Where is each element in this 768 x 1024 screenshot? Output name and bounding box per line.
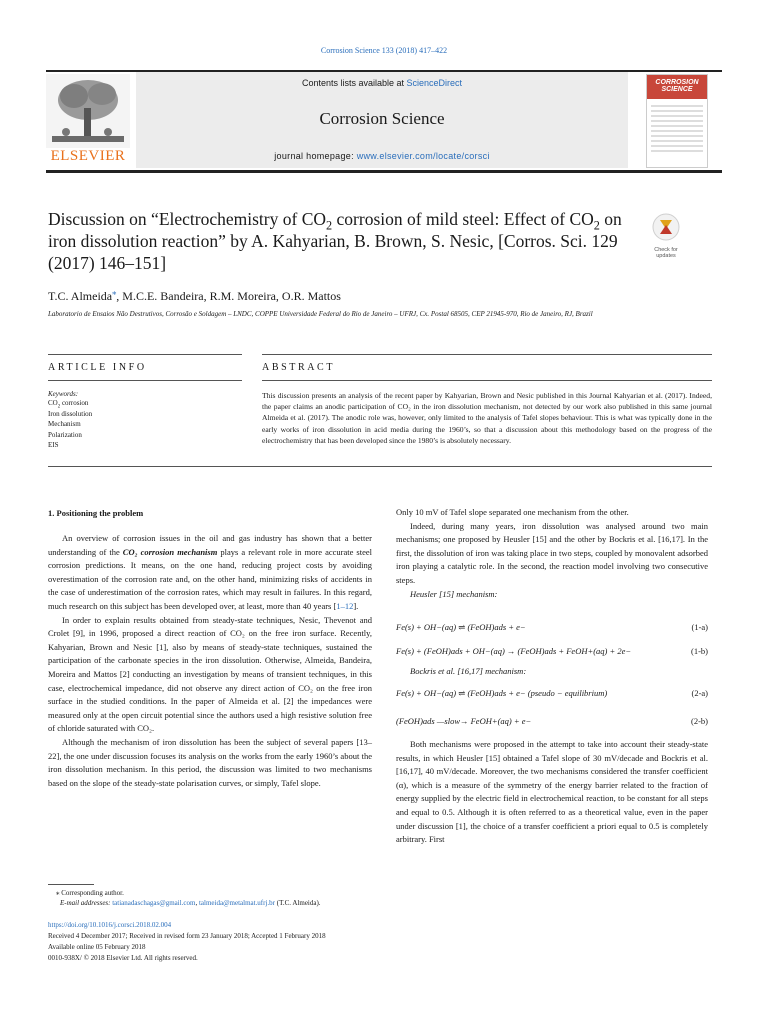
equation-2a (396, 688, 708, 699)
homepage-link[interactable]: www.elsevier.com/locate/corsci (356, 151, 490, 161)
p1-emphasis: CO₂ corrosion mechanism (122, 546, 218, 557)
keyword-co2-rest: corrosion (60, 399, 89, 407)
equation-1b (396, 646, 708, 656)
copyright: 0010-938X/ © 2018 Elsevier Ltd. All rights reserved. (48, 954, 198, 962)
equation-text: (FeOH)ads —slow→ FeOH+(aq) + e− (396, 716, 532, 726)
paragraph-continued: Only 10 mV of Tafel slope separated one mechanism from the other. (396, 507, 629, 517)
title-part-1: Discussion on “Electrochemistry of CO (48, 209, 327, 229)
journal-title: Corrosion Science (319, 109, 445, 128)
equation-number: (1-a) (691, 622, 708, 632)
section-heading: 1. Positioning the problem (48, 508, 144, 518)
right-column-top (396, 506, 708, 601)
elsevier-wordmark: ELSEVIER (50, 148, 126, 164)
abstract-rule-bottom (48, 466, 712, 467)
check-for-updates-button[interactable] (648, 212, 684, 264)
homepage-prefix: journal homepage: (274, 151, 357, 161)
keyword-item: Mechanism (48, 420, 81, 428)
keyword-co2-text: CO (48, 399, 58, 407)
bockris-label: Bockris et al. [16,17] mechanism: (410, 666, 527, 676)
keywords-label: Keywords: (48, 390, 79, 398)
equation-2b (396, 716, 708, 726)
paragraph-1 (48, 532, 372, 614)
bockris-label-block (396, 665, 708, 679)
check-updates-label: Check for updates (654, 247, 678, 259)
equation-number: (2-b) (691, 716, 708, 726)
p1-text-c: plays a relevant role in more accurate steel corrosion predictions. It means, on the one hand, reducing project costs by avoiding overestimation of the corrosion rate and, on the other hand, minimizing risks of accidents in the case of underestimation of the corrosion rates, which may result in failures. In this regard, much research on this subject has been developed over, at least, more than 40 years [ (48, 546, 373, 611)
abstract-rule-top (262, 354, 712, 355)
abstract-heading: ABSTRACT (262, 362, 336, 373)
equation-text: Fe(s) + OH−(aq) ⇌ (FeOH)ads + e− (396, 622, 526, 632)
doi-link[interactable]: https://doi.org/10.1016/j.corsci.2018.02.004 (48, 921, 172, 929)
equation-number: (2-a) (691, 688, 708, 698)
journal-citation-link[interactable]: Corrosion Science 133 (2018) 417–422 (320, 46, 448, 55)
author-list (48, 289, 708, 304)
journal-cover-thumbnail[interactable] (646, 74, 708, 168)
author-rest: , M.C.E. Bandeira, R.M. Moreira, O.R. Mattos (116, 289, 341, 303)
left-column (48, 532, 372, 790)
keyword-co2-sub: 2 (57, 404, 61, 410)
paragraph-5: Both mechanisms were proposed in the attempt to take into account their steady-state results, in which Heusler [15] obtained a Tafel slope of 30 mV/decade and Bockris et al. [16,17], 40 mV/decade. Moreover, the two mechanisms considered the transfer coefficient (α), which is a measure of the symmetry of the energy barrier related to the fraction of energy supplied by the electric field in electrochemical reaction, to be constant for all steps and equal to 0.5. Although it is often referred to as a theoretical value, even in the paper under discussion [1], the choice of a transfer coefficient a priori equal to 0.5 is completely arbitrary. First (396, 739, 708, 845)
email-label: E-mail addresses: (60, 899, 113, 907)
available-online: Available online 05 February 2018 (48, 943, 146, 951)
keyword-item: Iron dissolution (48, 409, 93, 418)
author-first: T.C. Almeida (48, 289, 113, 303)
keyword-item: Polarization (48, 430, 82, 439)
email-line (60, 898, 700, 908)
article-info-heading: ARTICLE INFO (48, 362, 147, 373)
email-link-1[interactable]: tatianadaschagas@gmail.com (112, 899, 196, 907)
sciencedirect-link[interactable]: ScienceDirect (406, 78, 463, 88)
title-subscript-1: 2 (326, 218, 333, 233)
right-column-bottom (396, 738, 708, 847)
equation-text: Fe(s) + (FeOH)ads + OH−(aq) → (FeOH)ads + FeOH+(aq) + 2e− (396, 646, 632, 656)
heusler-label: Heusler [15] mechanism: (410, 588, 498, 599)
check-updates-icon (651, 212, 681, 242)
corresponding-note: ⁎ Corresponding author. (56, 889, 124, 897)
contents-line (136, 78, 628, 88)
equation-number: (1-b) (691, 646, 708, 656)
journal-homepage (136, 151, 628, 161)
keywords-block (48, 390, 242, 451)
email-separator: , (195, 899, 199, 907)
contents-prefix: Contents lists available at (301, 78, 407, 88)
article-info-rule-mid (48, 380, 242, 381)
title-part-3: on iron dissolution reaction” by A. Kahyarian, B. Brown, S. Nesic, [Corros. Sci. 129 (2017) 146–151] (48, 209, 622, 273)
article-info-rule-top (48, 354, 242, 355)
cover-title: CORROSION SCIENCE (655, 79, 699, 93)
footnote-rule (48, 884, 94, 885)
paragraph-2: In order to explain results obtained from steady-state techniques, Nesic, Thevenot and Crolet [9], in 1996, proposed a direct reaction of CO₂ on the free iron surface. Recently, Kahyarian, Brown and Nesic [1], also by means of steady-state techniques, sustained the participation of the carbonate species in the iron dissolution. Otherwise, Almeida, Bandeira, Moreira and Mattos [2] conducting an investigation by means of transient techniques, in this case, electrochemical impedance, did not observe any direct action of CO₂ on the free iron surface in the studied conditions. In the paper of Almeida et al. [2] the impedances were measured only at the open circuit potential since the authors used a high resistive solution free of chloride saturated with CO₂. (48, 614, 372, 734)
paper-title (48, 208, 638, 274)
keyword-co2 (48, 398, 242, 409)
p1-text-d: ]. (353, 600, 359, 611)
received-dates: Received 4 December 2017; Received in revised form 23 January 2018; Accepted 1 February 2018 (48, 932, 326, 940)
p1-text-a: An overview of corrosion issues in the oil and gas industry has shown that a better understanding of the (48, 533, 372, 557)
paragraph-4: Indeed, during many years, iron dissolution was analysed around two main mechanisms; one proposed by Heusler [15] and the other by Bockris et al. [16,17]. In the first, the dissolution of iron was taking place in two steps, coupled by monovalent adsorbed iron playing a catalytic role. In the second, the reaction model involving two consecutive steps. (396, 520, 708, 585)
email-link-2[interactable]: talmeida@metalmat.ufrj.br (198, 899, 275, 907)
abstract-rule-mid (262, 380, 712, 381)
affiliation: Laboratorio de Ensaios Não Destrutivos, Corrosão e Soldagem – LNDC, COPPE Universidade Federal do Rio de Janeiro – UFRJ, Cx. Postal 68505, CEP 21945-970, Rio de Janeiro, RJ, Brazil (48, 310, 593, 318)
abstract-text: This discussion presents an analysis of the recent paper by Kahyarian, Brown and Nesic published in this Journal Kahyarian et al. (2017). Indeed, the paper claims an anodic participation of CO₂ in the iron dissolution mechanism, not detected by our work also published in this same journal Almeida et al. (2017). The anodic role was, however, only limited to the analysis of Tafel slopes behaviour. This is what was typically done in the early works of iron dissolution in acid media during the 1960’s, so that a discussion about this methodology based on the progress of the electrochemistry that has been developed since the 1980’s is absolutely necessary. (262, 391, 712, 445)
paragraph-3: Although the mechanism of iron dissolution has been the subject of several papers [13–22], the one under discussion focuses its analysis on the works from the early 1960’s about the iron dissolution mechanism. In this period, the discussion was limited to two mechanisms based on the slope of the steady-state polarisation curves, or simply, Tafel slope. (48, 736, 372, 788)
equation-1a (396, 622, 708, 633)
reference-link[interactable]: 1–12 (336, 600, 354, 611)
header-bottom-rule (46, 170, 722, 173)
title-part-2: corrosion of mild steel: Effect of CO (332, 209, 594, 229)
equation-text: Fe(s) + OH−(aq) ⇌ (FeOH)ads + e− (pseudo − equilibrium) (396, 688, 608, 698)
email-suffix: (T.C. Almeida). (275, 899, 321, 907)
corresponding-author-marker[interactable]: ⁎ (112, 288, 117, 297)
cover-text-lines (651, 105, 703, 155)
title-subscript-2: 2 (593, 218, 600, 233)
keyword-item: EIS (48, 441, 59, 449)
